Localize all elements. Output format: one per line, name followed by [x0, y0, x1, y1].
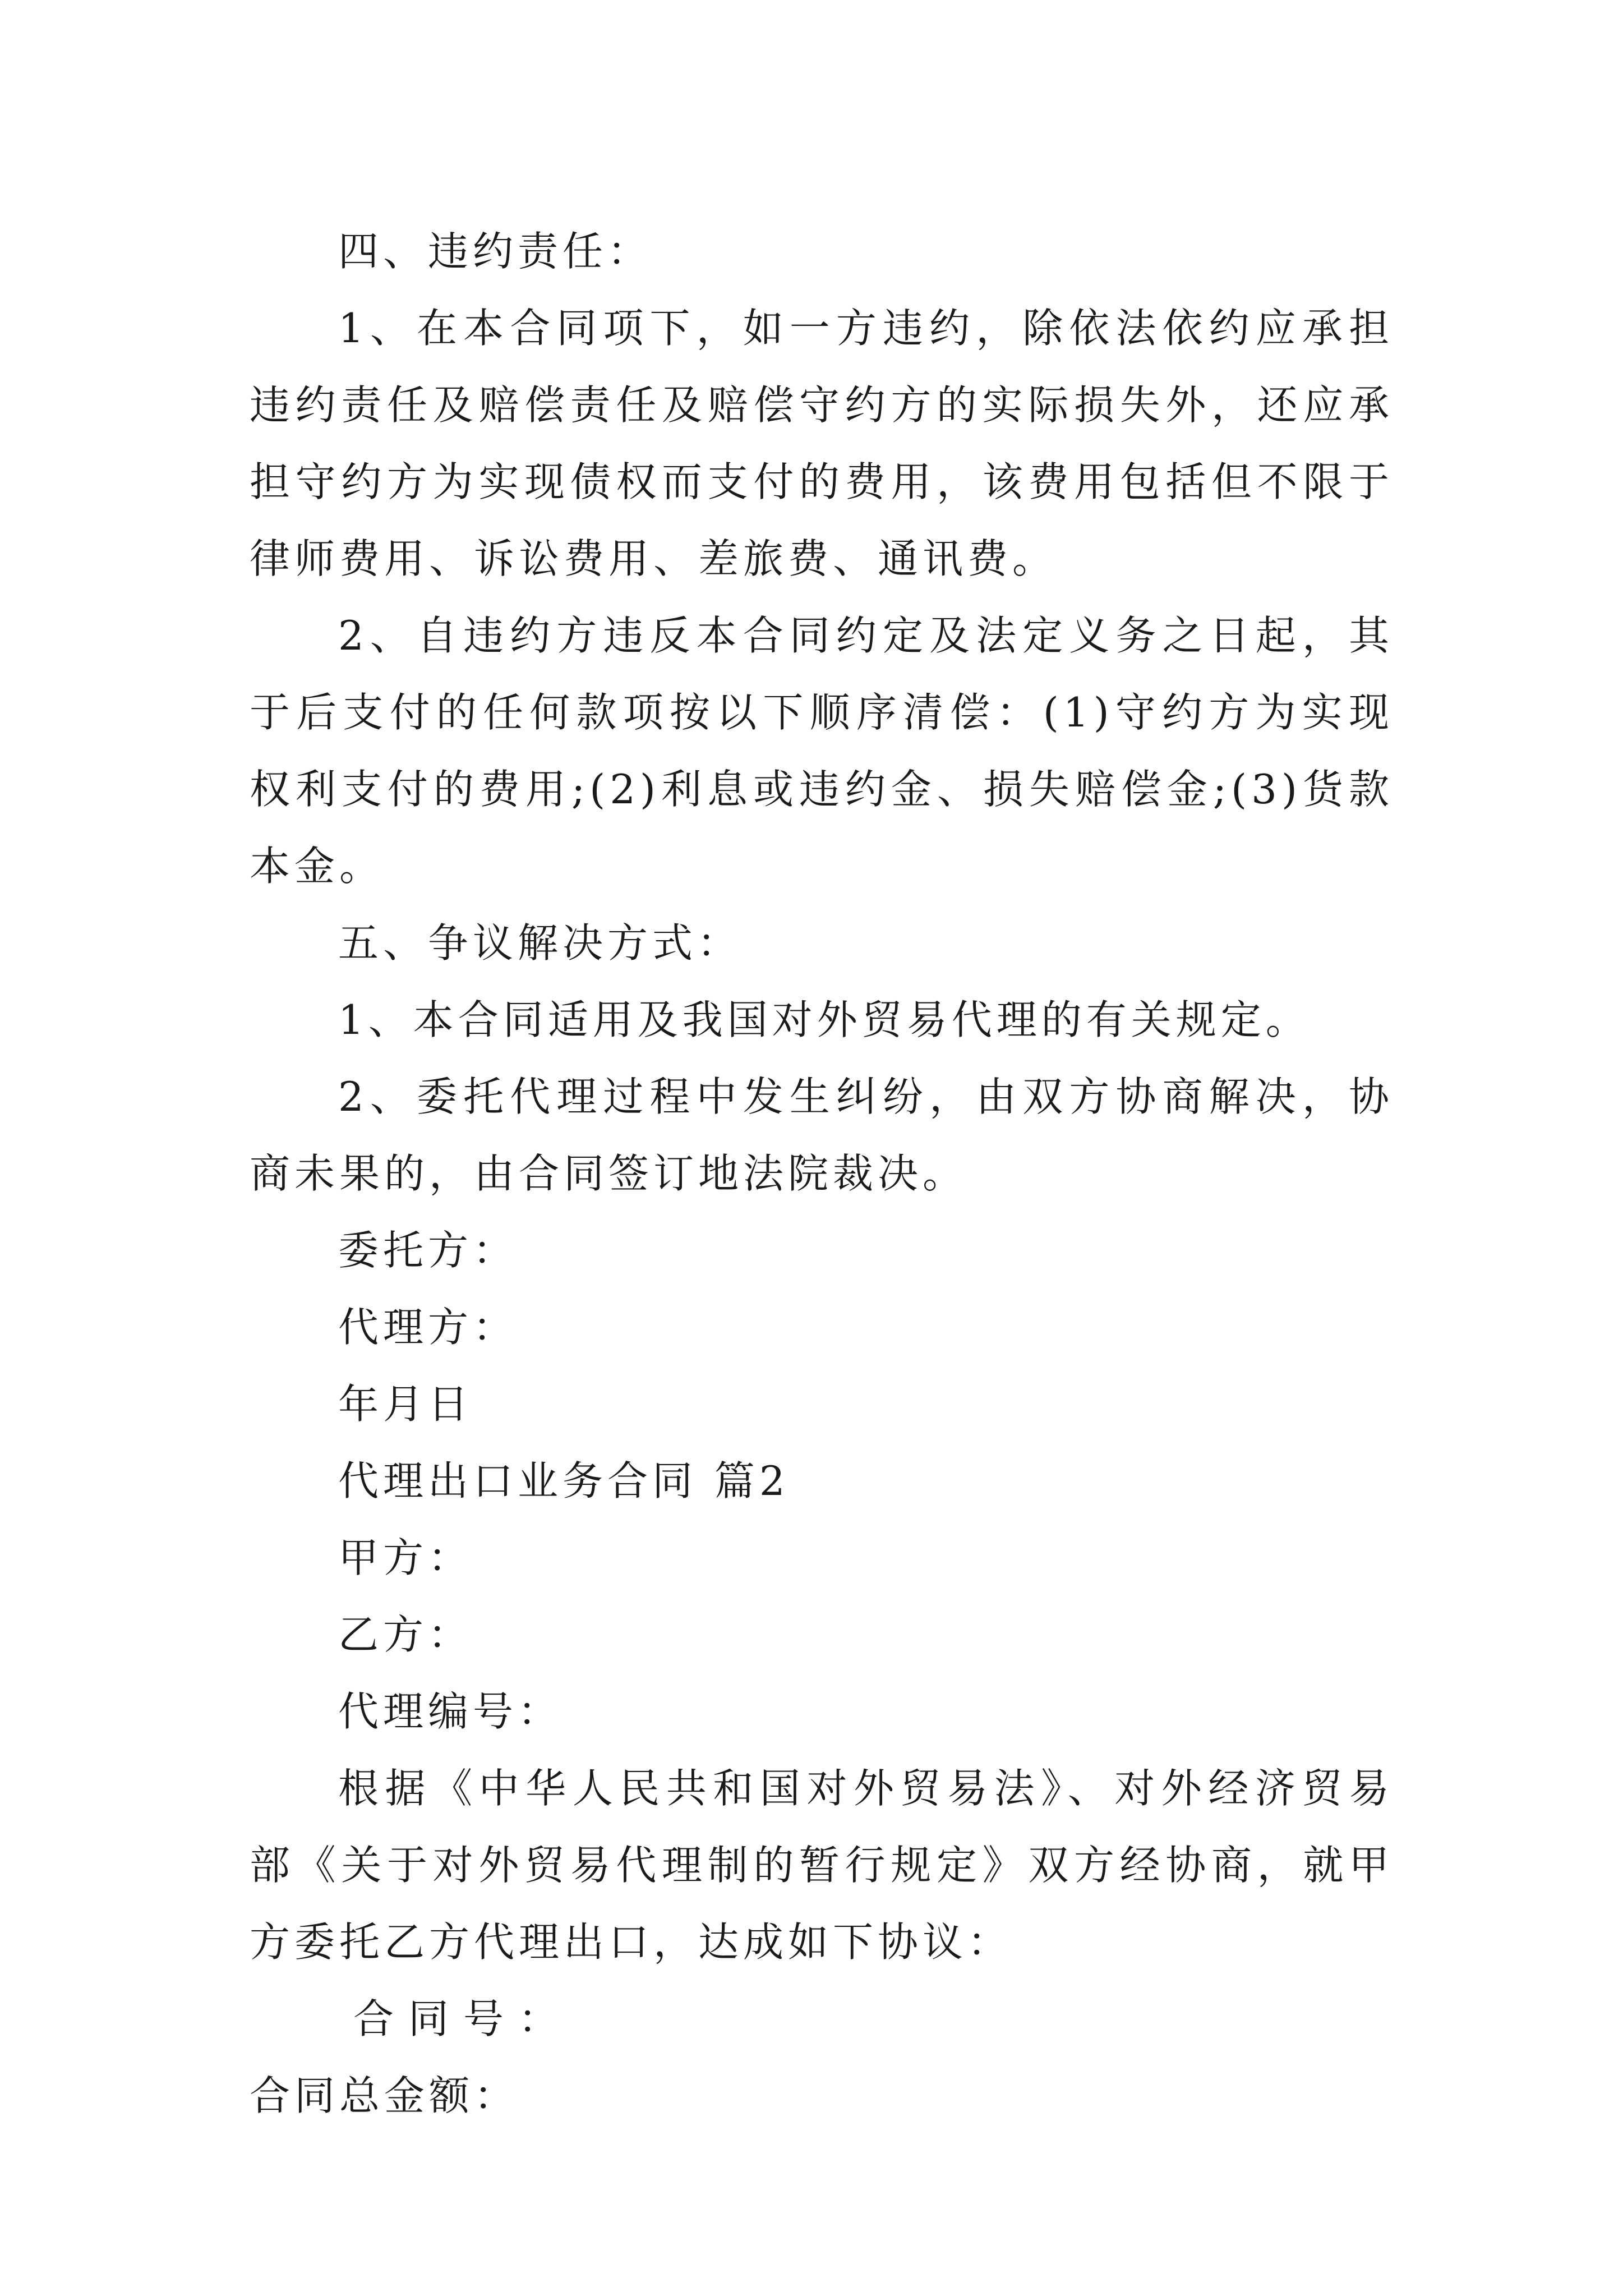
- party-b-label: 乙方：: [338, 1611, 473, 1658]
- paragraph-liability-1: 1、在本合同项下，如一方违约，除依法依约应承担违约责任及赔偿责任及赔偿守约方的实际损失外，还应承担守约方为实现债权而支付的费用，该费用包括但不限于律师费用、诉讼费用、差旅费、通讯费。: [250, 305, 1394, 582]
- agency-number-label: 代理编号：: [338, 1688, 563, 1735]
- section-heading-dispute: 五、争议解决方式：: [338, 919, 743, 967]
- paragraph-dispute-1: 1、本合同适用及我国对外贸易代理的有关规定。: [338, 996, 1311, 1043]
- contract-number-label: 合同号：: [353, 1995, 574, 2042]
- contract-total-amount-label: 合同总金额：: [250, 2072, 519, 2119]
- paragraph-dispute-2: 2、委托代理过程中发生纠纷，由双方协商解决，协商未果的，由合同签订地法院裁决。: [250, 1073, 1394, 1197]
- contract-title-part2: 代理出口业务合同 篇2: [338, 1457, 790, 1504]
- section-heading-liability: 四、违约责任：: [338, 228, 653, 275]
- party-a-label: 甲方：: [338, 1534, 473, 1581]
- document-body: [250, 213, 1394, 2134]
- agent-label: 代理方：: [338, 1304, 518, 1351]
- date-label: 年月日: [338, 1381, 473, 1428]
- paragraph-preamble: 根据《中华人民共和国对外贸易法》、对外经济贸易部《关于对外贸易代理制的暂行规定》双方经协商，就甲方委托乙方代理出口，达成如下协议：: [250, 1765, 1394, 1966]
- principal-label: 委托方：: [338, 1227, 518, 1274]
- paragraph-liability-2: 2、自违约方违反本合同约定及法定义务之日起，其于后支付的任何款项按以下顺序清偿：(1)守约方为实现权利支付的费用;(2)利息或违约金、损失赔偿金;(3)货款本金。: [250, 612, 1394, 890]
